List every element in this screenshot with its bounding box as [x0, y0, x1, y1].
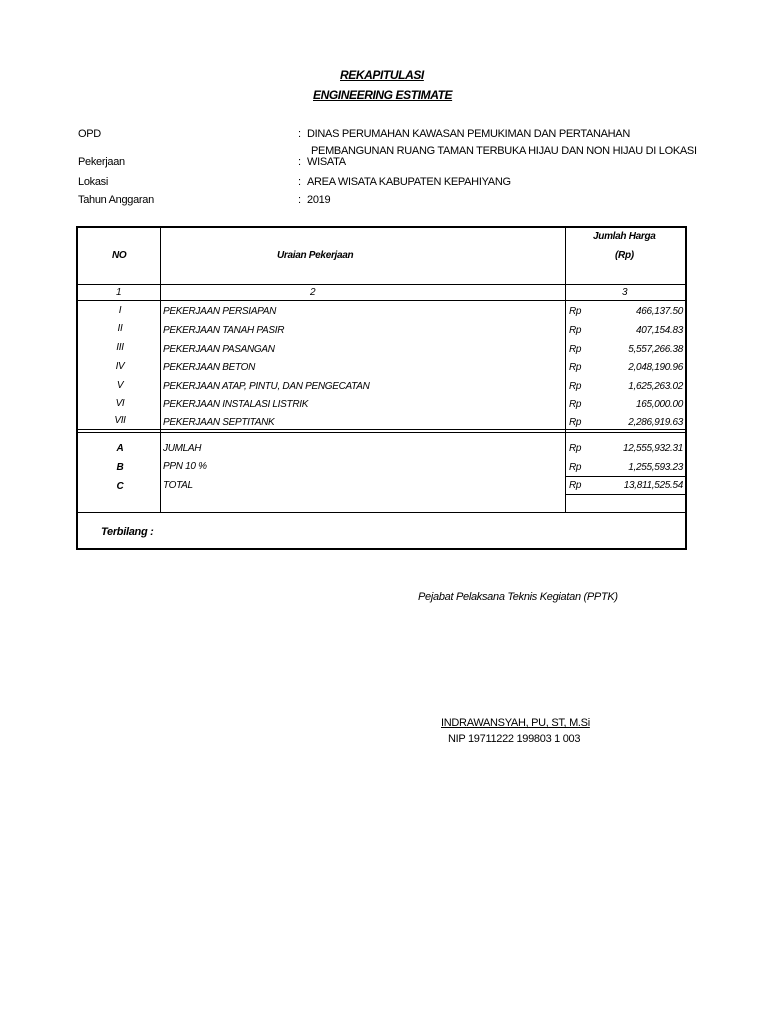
document-title: REKAPITULASI	[340, 68, 424, 82]
row-no: VII	[114, 415, 126, 426]
summary-desc: TOTAL	[163, 480, 193, 491]
pekerjaan-value-line1: PEMBANGUNAN RUANG TAMAN TERBUKA HIJAU DAN NON HIJAU DI LOKASI	[311, 145, 697, 157]
table-border-top	[76, 226, 687, 228]
row-amount: 5,557,266.38	[628, 344, 683, 355]
row-currency: Rp	[569, 306, 582, 317]
tahun-value: 2019	[307, 194, 331, 206]
summary-amount: 1,255,593.23	[628, 462, 683, 473]
row-no: IV	[115, 361, 125, 372]
row-no: II	[117, 323, 123, 334]
items-divider-a	[78, 429, 685, 430]
row-currency: Rp	[569, 381, 582, 392]
opd-value: DINAS PERUMAHAN KAWASAN PEMUKIMAN DAN PERTANAHAN	[307, 128, 630, 140]
header-jumlah: Jumlah Harga	[593, 231, 656, 242]
signatory-role: Pejabat Pelaksana Teknis Kegiatan (PPTK)	[418, 591, 618, 603]
summary-no: A	[116, 443, 124, 454]
col-number-3: 3	[622, 287, 628, 298]
column-divider-2	[565, 228, 566, 512]
summary-no: C	[116, 481, 124, 492]
row-desc: PEKERJAAN PERSIAPAN	[163, 306, 277, 317]
tahun-colon: :	[298, 194, 301, 206]
pekerjaan-value-line2: WISATA	[307, 156, 346, 168]
terbilang-label: Terbilang :	[101, 526, 154, 538]
row-no: V	[116, 380, 124, 391]
row-desc: PEKERJAAN TANAH PASIR	[163, 325, 285, 336]
row-currency: Rp	[569, 362, 582, 373]
table-border-right	[685, 226, 687, 550]
signatory-nip: NIP 19711222 199803 1 003	[448, 733, 581, 745]
pekerjaan-colon: :	[298, 156, 301, 168]
tahun-label: Tahun Anggaran	[78, 194, 154, 206]
document-subtitle: ENGINEERING ESTIMATE	[313, 88, 453, 102]
total-top-line	[565, 476, 685, 477]
lokasi-colon: :	[298, 176, 301, 188]
row-amount: 407,154.83	[635, 325, 683, 336]
lokasi-label: Lokasi	[78, 176, 108, 188]
row-amount: 165,000.00	[635, 399, 683, 410]
row-amount: 2,286,919.63	[628, 417, 683, 428]
row-amount: 466,137.50	[635, 306, 683, 317]
header-uraian: Uraian Pekerjaan	[277, 250, 354, 261]
row-desc: PEKERJAAN ATAP, PINTU, DAN PENGECATAN	[163, 381, 370, 392]
summary-currency: Rp	[569, 443, 582, 454]
row-desc: PEKERJAAN SEPTITANK	[163, 417, 275, 428]
row-desc: PEKERJAAN INSTALASI LISTRIK	[163, 399, 309, 410]
terbilang-divider	[78, 512, 685, 513]
opd-label: OPD	[78, 128, 101, 140]
lokasi-value: AREA WISATA KABUPATEN KEPAHIYANG	[307, 176, 511, 188]
pekerjaan-label: Pekerjaan	[78, 156, 125, 168]
summary-desc: PPN 10 %	[163, 461, 207, 472]
row-no: I	[118, 305, 122, 316]
summary-amount: 13,811,525.54	[623, 480, 683, 491]
row-currency: Rp	[569, 417, 582, 428]
row-currency: Rp	[569, 325, 582, 336]
header-rp: (Rp)	[615, 250, 634, 261]
row-no: III	[116, 342, 124, 353]
header-no: NO	[112, 250, 127, 261]
row-amount: 2,048,190.96	[628, 362, 683, 373]
summary-currency: Rp	[569, 462, 582, 473]
row-desc: PEKERJAAN BETON	[163, 362, 256, 373]
column-divider-1	[160, 228, 161, 512]
row-no: VI	[115, 398, 125, 409]
summary-currency: Rp	[569, 480, 582, 491]
col-number-1: 1	[116, 287, 122, 298]
signatory-name: INDRAWANSYAH, PU, ST, M.Si	[441, 717, 590, 729]
colnum-divider	[78, 300, 685, 301]
summary-no: B	[116, 462, 124, 473]
row-amount: 1,625,263.02	[628, 381, 683, 392]
col-number-2: 2	[310, 287, 316, 298]
total-bottom-line	[565, 494, 685, 495]
row-currency: Rp	[569, 399, 582, 410]
items-divider-b	[78, 432, 685, 433]
row-desc: PEKERJAAN PASANGAN	[163, 344, 275, 355]
row-currency: Rp	[569, 344, 582, 355]
table-border-bottom	[76, 548, 687, 550]
table-border-left	[76, 226, 78, 550]
opd-colon: :	[298, 128, 301, 140]
summary-amount: 12,555,932.31	[622, 443, 683, 454]
header-divider	[78, 284, 685, 285]
summary-desc: JUMLAH	[163, 443, 202, 454]
